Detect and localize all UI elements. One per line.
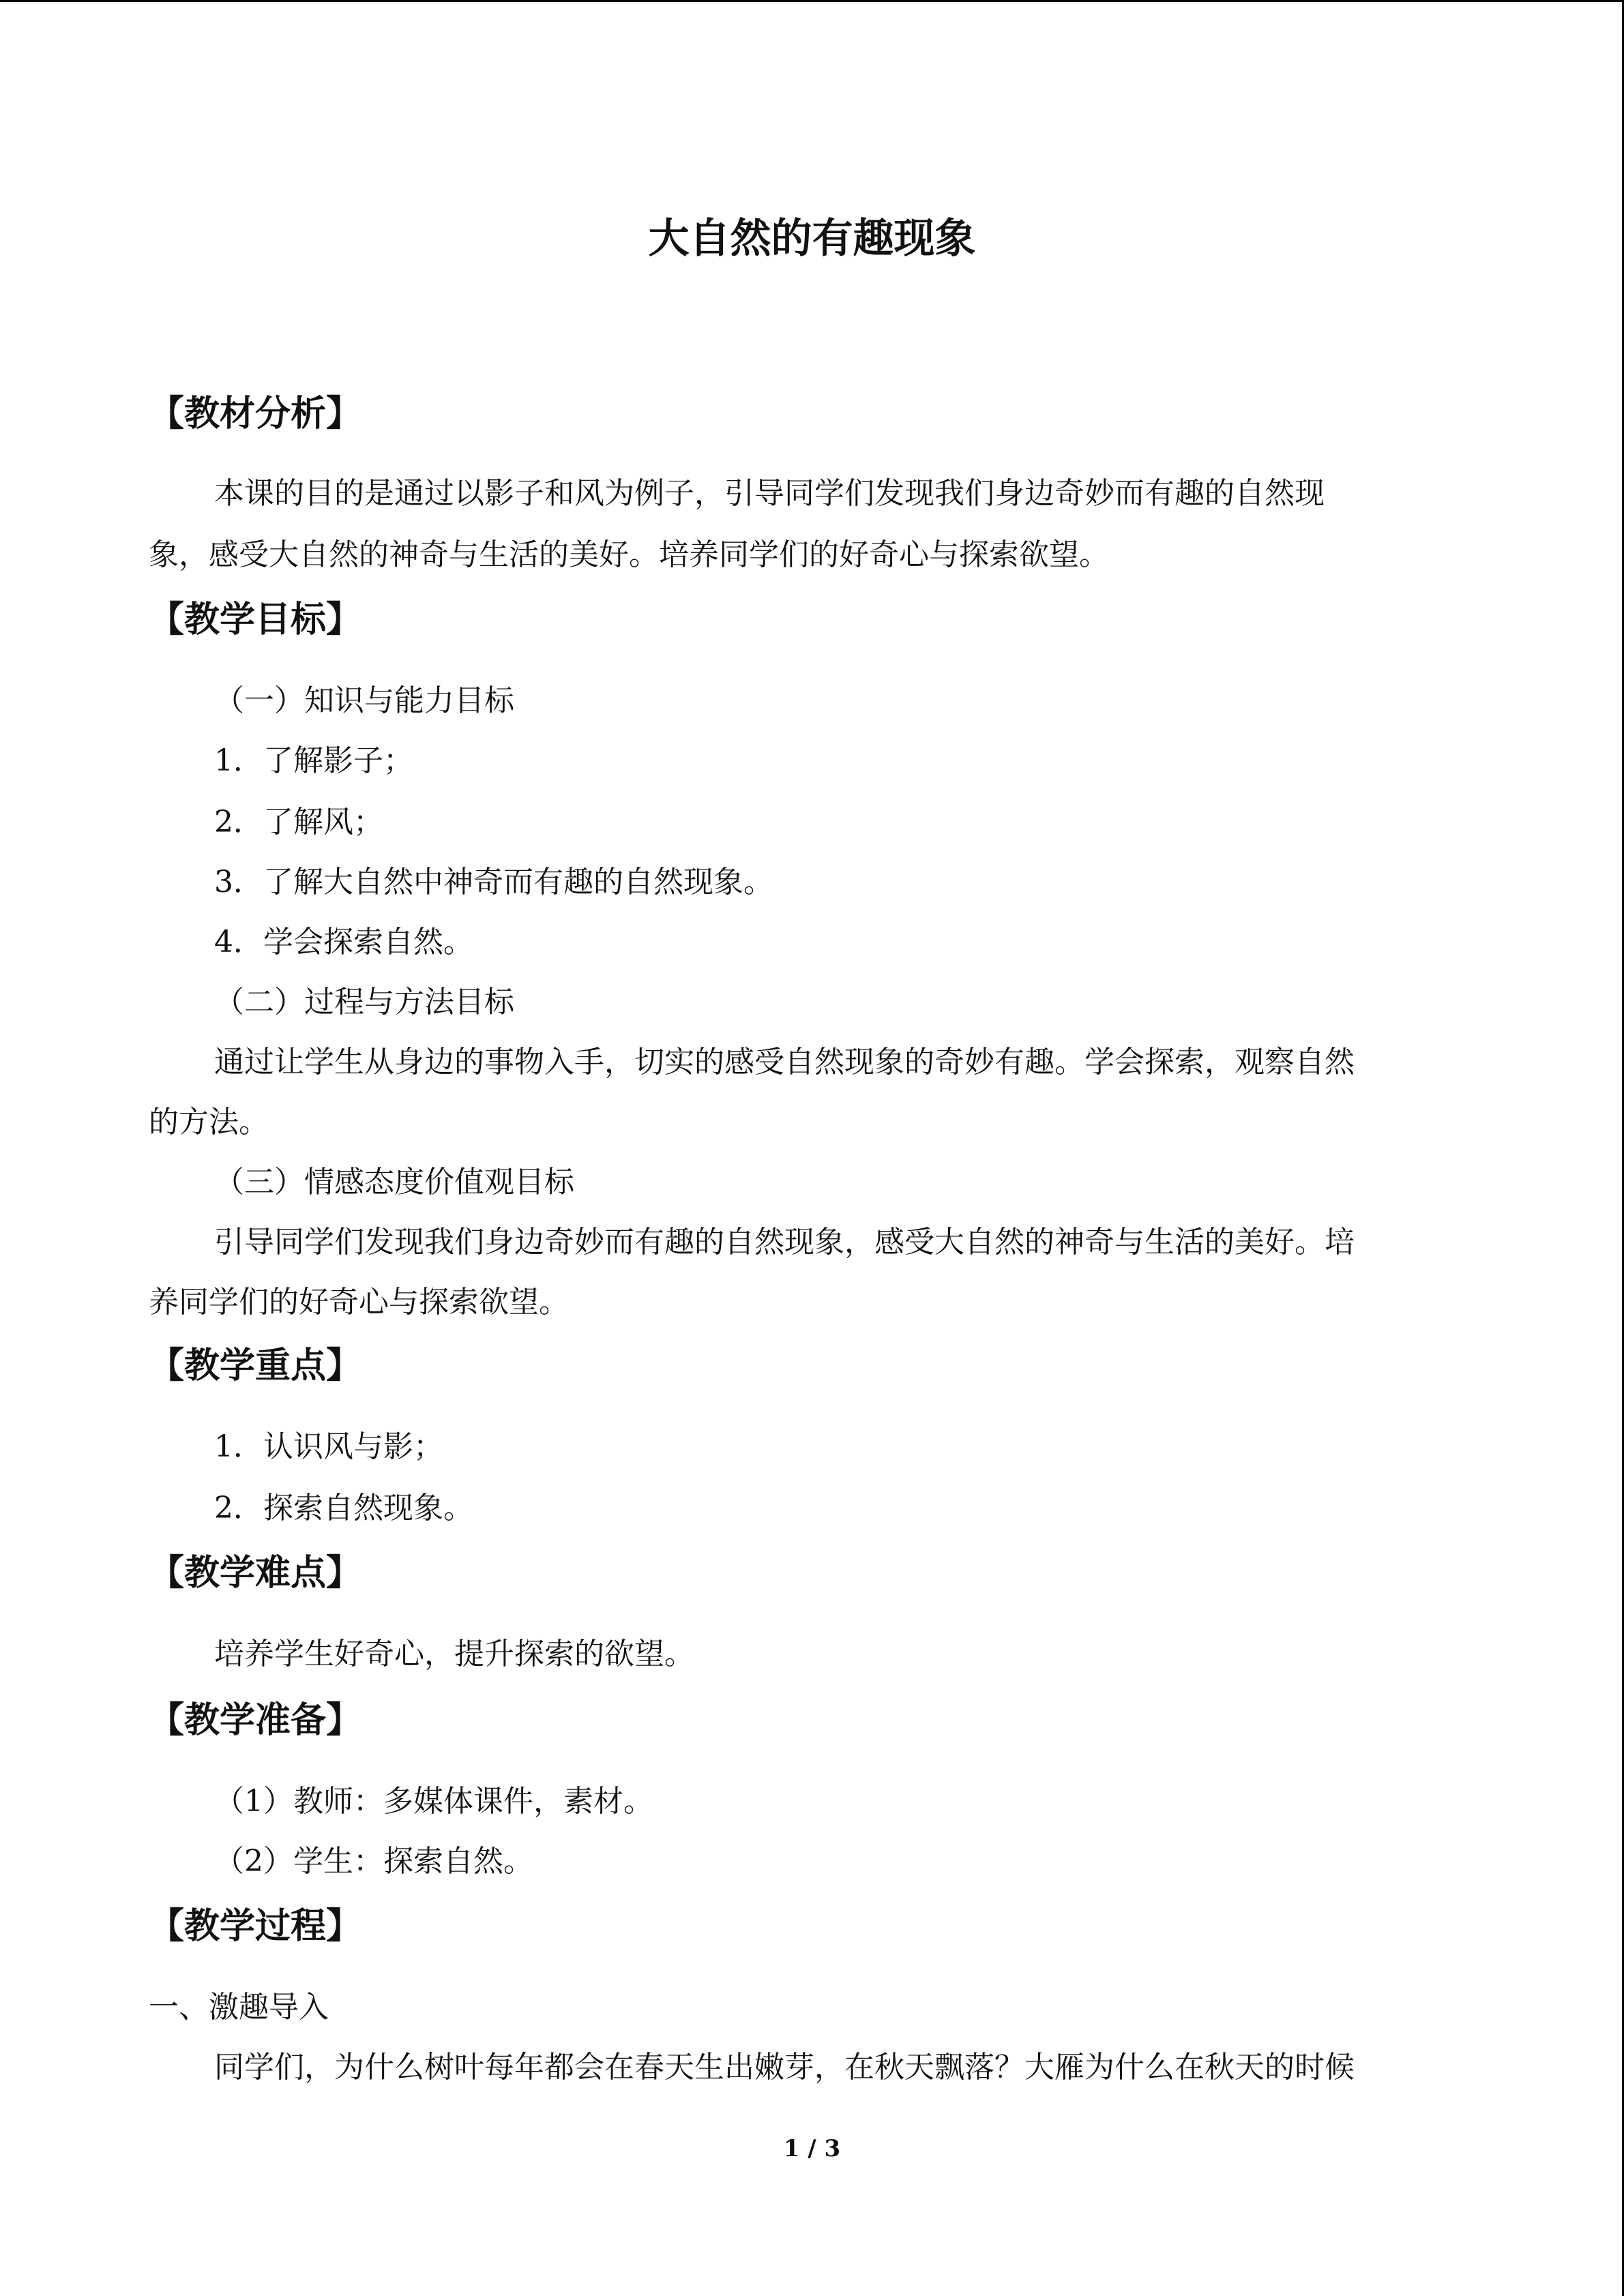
process-line-1: 同学们，为什么树叶每年都会在春天生出嫩芽，在秋天飘落？大雁为什么在秋天的时候 — [214, 2050, 1355, 2085]
goals-attitude-line-1: 引导同学们发现我们身边奇妙而有趣的自然现象，感受大自然的神奇与生活的美好。培 — [214, 1225, 1355, 1259]
goals-subheading-process: （二）过程与方法目标 — [214, 985, 514, 1019]
section-heading-goals: 【教学目标】 — [149, 599, 362, 640]
goals-item-1: 1．了解影子； — [214, 743, 413, 778]
preparation-item-1: （1）教师：多媒体课件，素材。 — [214, 1784, 653, 1819]
goals-process-line-2: 的方法。 — [149, 1105, 269, 1139]
key-point-item-1: 1．认识风与影； — [214, 1429, 443, 1464]
page-number: 1 / 3 — [783, 2135, 841, 2162]
section-heading-key-points: 【教学重点】 — [149, 1345, 362, 1386]
process-step-1-heading: 一、激趣导入 — [149, 1990, 329, 2025]
section-heading-preparation: 【教学准备】 — [149, 1700, 362, 1741]
section-heading-difficulties: 【教学难点】 — [149, 1553, 362, 1594]
key-point-item-2: 2．探索自然现象。 — [214, 1491, 473, 1525]
analysis-line-1: 本课的目的是通过以影子和风为例子，引导同学们发现我们身边奇妙而有趣的自然现 — [214, 476, 1325, 511]
analysis-line-2: 象，感受大自然的神奇与生活的美好。培养同学们的好奇心与探索欲望。 — [149, 537, 1109, 572]
goals-process-line-1: 通过让学生从身边的事物入手，切实的感受自然现象的奇妙有趣。学会探索，观察自然 — [214, 1045, 1355, 1079]
goals-item-3: 3．了解大自然中神奇而有趣的自然现象。 — [214, 865, 773, 899]
goals-item-4: 4．学会探索自然。 — [214, 925, 473, 959]
goals-subheading-attitude: （三）情感态度价值观目标 — [214, 1165, 574, 1199]
section-heading-process: 【教学过程】 — [149, 1906, 362, 1947]
section-heading-analysis: 【教材分析】 — [149, 393, 362, 434]
preparation-item-2: （2）学生：探索自然。 — [214, 1844, 533, 1879]
page-title: 大自然的有趣现象 — [648, 215, 976, 263]
goals-item-2: 2．了解风； — [214, 805, 383, 839]
goals-attitude-line-2: 养同学们的好奇心与探索欲望。 — [149, 1285, 569, 1320]
goals-subheading-knowledge: （一）知识与能力目标 — [214, 683, 514, 718]
difficulty-line-1: 培养学生好奇心，提升探索的欲望。 — [214, 1637, 694, 1671]
